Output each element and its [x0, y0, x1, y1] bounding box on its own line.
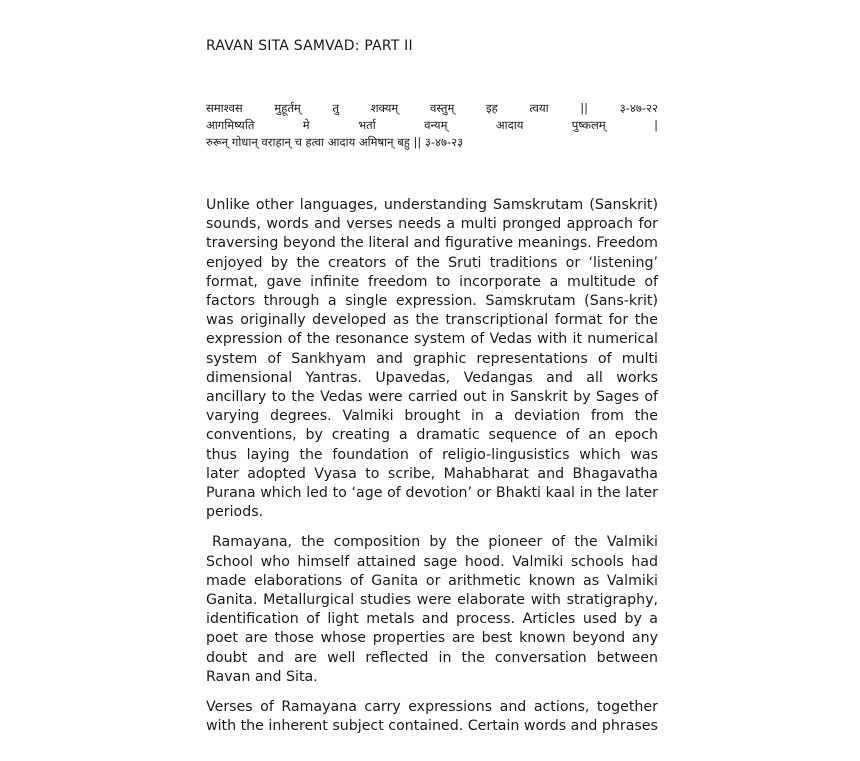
page-title: RAVAN SITA SAMVAD: PART II: [206, 38, 413, 54]
verse-separator: ||: [580, 101, 589, 115]
verse-word: पुष्कलम्: [571, 118, 606, 132]
paragraph-2: Ramayana, the composition by the pioneer of the Valmiki School who himself attained sage hood. Valmiki schools had made elaborations of Ganita or arithmetic known as Valmiki Ganita. Metallurgical studies were elaborate with stratigraphy, identification of light metals and process. Articles used by a poet are those whose properties are best known beyond any doubt and are well reflected in the conversation between Ravan and Sita.: [206, 534, 658, 685]
verse-word: इह: [486, 101, 498, 115]
verse-separator: |: [654, 118, 658, 132]
verse-line-1: [206, 100, 658, 117]
verse-word: समाश्वस: [206, 101, 243, 115]
verse-word: वन्यम्: [424, 118, 448, 132]
verse-word: मुहूर्तम्: [274, 101, 301, 115]
paragraph-3: Verses of Ramayana carry expressions and actions, together with the inherent subject contained. Certain words and phrases: [206, 699, 658, 735]
article-body: [206, 196, 658, 747]
verse-word: भर्ता: [358, 118, 376, 132]
verse-word: त्वया: [529, 101, 549, 115]
verse-number: ३-४७-२२: [619, 101, 658, 115]
verse-word: तु: [332, 101, 340, 115]
verse-word: शक्यम्: [370, 101, 399, 115]
paragraph-1: Unlike other languages, understanding Samskrutam (Sanskrit) sounds, words and verses needs a multi pronged approach for traversing beyond the literal and figurative meanings. Freedom enjoyed by the creators of the Sruti traditions or ‘listening’ format, gave infinite freedom to incorporate a multitude of factors through a single expression. Samskrutam (Sans-krit) was originally developed as the transcriptional format for the expression of the resonance system of Vedas with it numerical system of Sankhyam and graphic representations of multi dimensional Yantras. Upavedas, Vedangas and all works ancillary to the Vedas were carried out in Sanskrit by Sages of varying degrees. Valmiki brought in a deviation from the conventions, by creating a dramatic sequence of an epoch thus laying the foundation of religio-lingusistics which was later adopted Vyasa to scribe, Mahabharat and Bhagavatha Purana which led to ‘age of devotion’ or Bhakti kaal in the later periods.: [206, 197, 658, 521]
verse-word: वस्तुम्: [430, 101, 455, 115]
verse-line-3: [206, 134, 658, 151]
verse-text: रुरून् गोधान् वराहान् च हत्वा आदाय अमिषान् बहु || ३-४७-२३: [206, 135, 464, 149]
verse-word: आगमिष्यति: [206, 118, 255, 132]
sanskrit-verse-block: [206, 100, 658, 151]
verse-line-2: [206, 117, 658, 134]
verse-word: मे: [302, 118, 310, 132]
verse-word: आदाय: [495, 118, 524, 132]
